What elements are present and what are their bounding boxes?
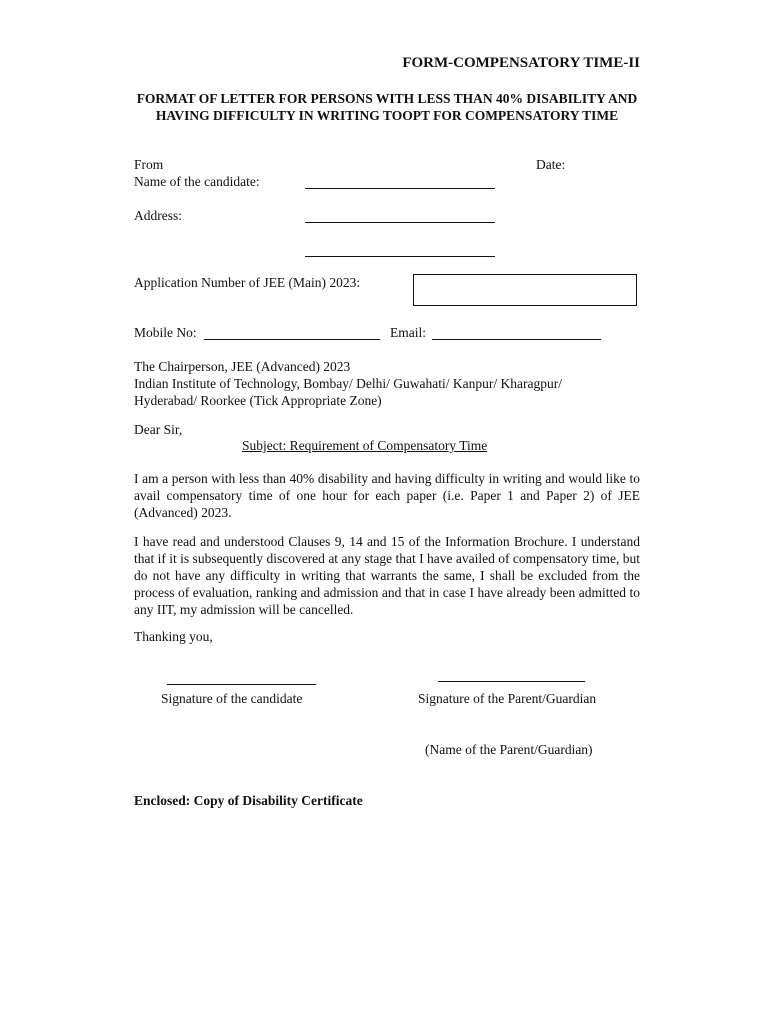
from-label: From bbox=[134, 157, 164, 172]
mobile-label: Mobile No: bbox=[134, 325, 197, 340]
candidate-signature-label: Signature of the candidate bbox=[161, 691, 303, 706]
paragraph-1: I am a person with less than 40% disability and having difficulty in writing and would like to avail compensatory time of one hour for each paper (i.e. Paper 1 and Paper 2) of JEE (Advanced) 2023. bbox=[134, 471, 640, 520]
addressee-line-1: The Chairperson, JEE (Advanced) 2023 bbox=[134, 359, 351, 374]
form-heading: FORMAT OF LETTER FOR PERSONS WITH LESS THAN 40% DISABILITY AND HAVING DIFFICULTY IN WRITING TOOPT FOR COMPENSATORY TIME bbox=[136, 91, 638, 123]
mobile-field[interactable] bbox=[204, 339, 380, 340]
application-number-label: Application Number of JEE (Main) 2023: bbox=[134, 275, 361, 290]
parent-signature-line[interactable] bbox=[438, 681, 585, 682]
candidate-signature-line[interactable] bbox=[167, 684, 316, 685]
address-field-line-1[interactable] bbox=[305, 222, 495, 223]
form-code: FORM-COMPENSATORY TIME-II bbox=[402, 55, 640, 71]
closing: Thanking you, bbox=[134, 629, 213, 644]
candidate-name-label: Name of the candidate: bbox=[134, 174, 260, 189]
enclosure-note: Enclosed: Copy of Disability Certificate bbox=[134, 793, 363, 808]
parent-signature-label: Signature of the Parent/Guardian bbox=[418, 691, 597, 706]
application-number-box[interactable] bbox=[413, 274, 637, 306]
paragraph-2: I have read and understood Clauses 9, 14 and 15 of the Information Brochure. I understand that if it is subsequently discovered at any stage that I have availed of compensatory time, but do not have any difficulty in writing that warrants the same, I shall be excluded from the process of evaluation, ranking and admission and that in case I have already been admitted to any IIT, my admission will be cancelled. bbox=[134, 534, 640, 617]
addressee-line-2: Indian Institute of Technology, Bombay/ Delhi/ Guwahati/ Kanpur/ Kharagpur/ bbox=[134, 376, 562, 391]
address-label: Address: bbox=[134, 208, 182, 223]
candidate-name-field[interactable] bbox=[305, 188, 495, 189]
address-field-line-2[interactable] bbox=[305, 256, 495, 257]
email-field[interactable] bbox=[432, 339, 601, 340]
email-label: Email: bbox=[390, 325, 426, 340]
parent-name-label: (Name of the Parent/Guardian) bbox=[425, 742, 593, 757]
addressee-line-3: Hyderabad/ Roorkee (Tick Appropriate Zone) bbox=[134, 393, 382, 408]
subject-line: Subject: Requirement of Compensatory Time bbox=[242, 438, 488, 453]
date-label: Date: bbox=[536, 157, 566, 172]
salutation: Dear Sir, bbox=[134, 422, 183, 437]
